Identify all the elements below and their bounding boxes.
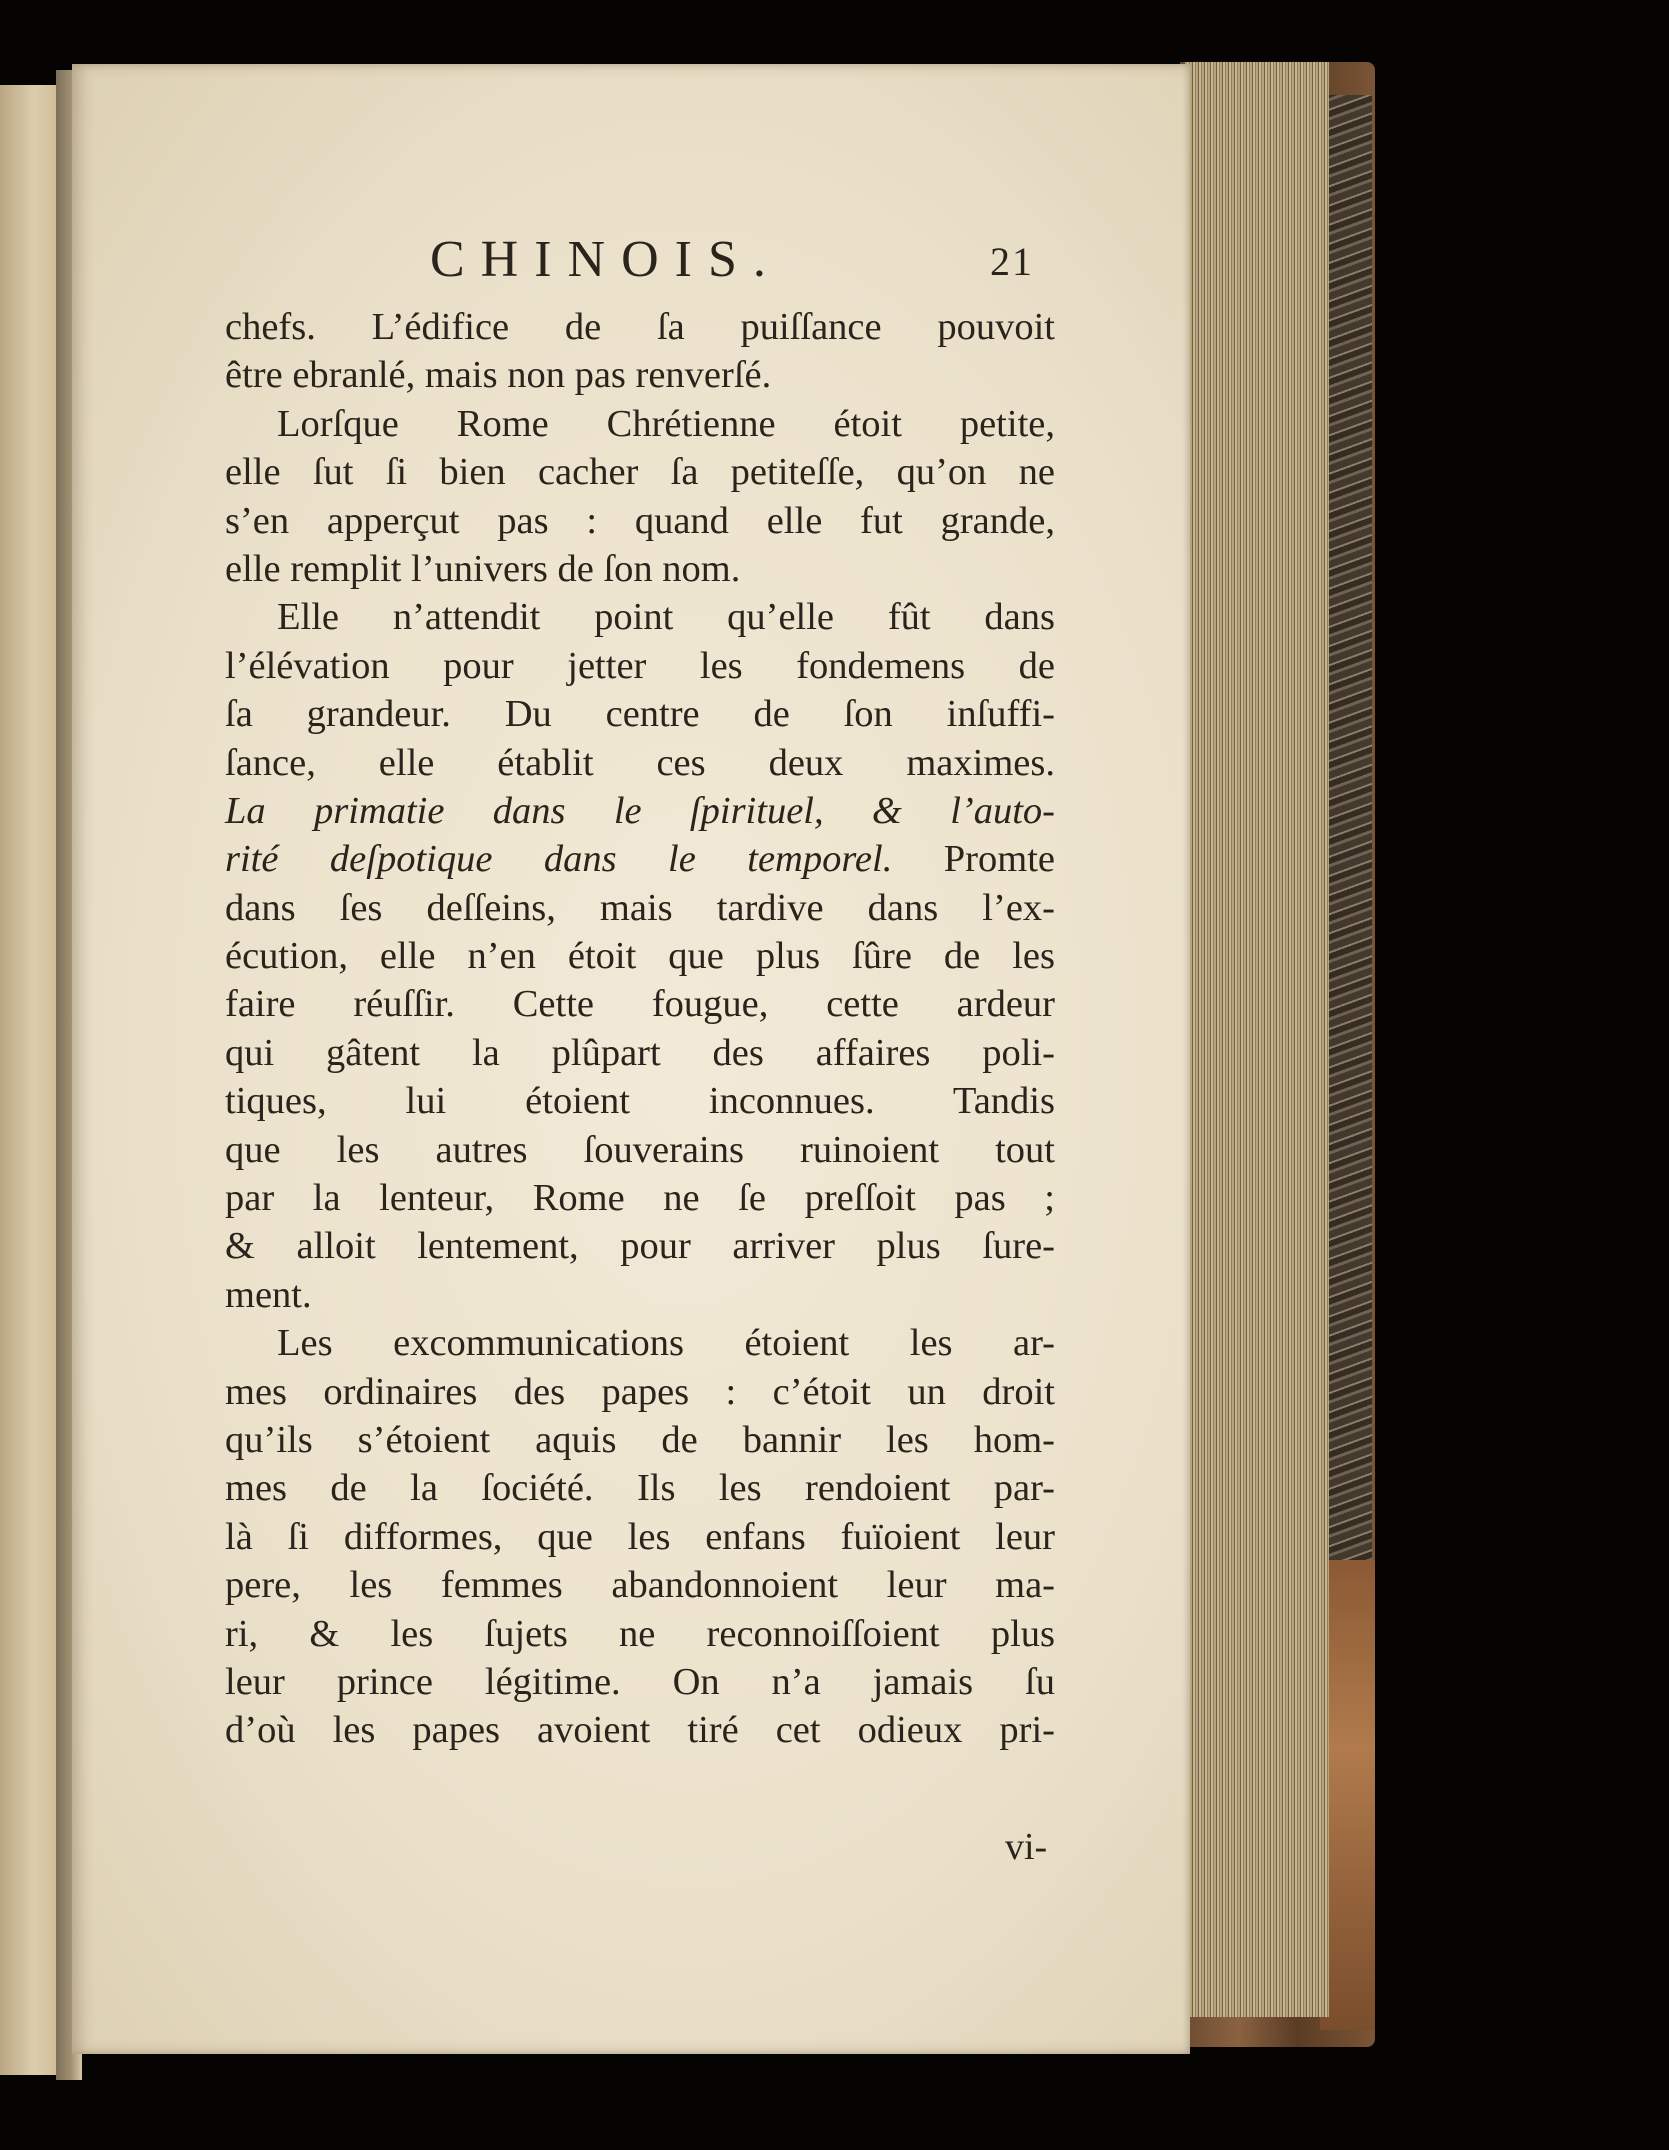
line-text: là ſi difformes, que les enfans fuïoient leur: [225, 1515, 1055, 1558]
line-text: pere, les femmes abandonnoient leur ma-: [225, 1564, 1055, 1607]
page-number: 21: [990, 239, 1034, 284]
line-text: qu’ils s’étoient aquis de bannir les hom-: [225, 1418, 1055, 1461]
line-text: d’où les papes avoient tiré cet odieux pri-: [225, 1709, 1055, 1752]
line-text: ſance, elle établit ces deux maximes.: [225, 741, 1055, 784]
text-line: [225, 1029, 1055, 1077]
text-line: [225, 739, 1055, 787]
line-text: dans ſes deſſeins, mais tardive dans l’ex-: [225, 886, 1055, 929]
line-text: elle ſut ſi bien cacher ſa petiteſſe, qu’on ne: [225, 451, 1055, 494]
catchword: vi-: [1005, 1826, 1048, 1868]
text-line: [225, 1077, 1055, 1125]
text-line: [225, 1706, 1055, 1754]
text-line: [225, 980, 1055, 1028]
text-line: [225, 1222, 1055, 1270]
page-fore-edge: [1185, 62, 1329, 2017]
italic-text: La primatie dans le ſpirituel, & l’auto-: [225, 789, 1055, 832]
line-text: faire réuſſir. Cette fougue, cette ardeur: [225, 983, 1055, 1026]
line-text: Elle n’attendit point qu’elle fût dans: [277, 596, 1055, 639]
italic-text: rité deſpotique dans le temporel.: [225, 838, 893, 881]
line-text: ment.: [225, 1273, 312, 1316]
text-line: [225, 1174, 1055, 1222]
line-text: mes de la ſociété. Ils les rendoient par-: [225, 1467, 1055, 1510]
text-line: [225, 1658, 1055, 1706]
text-line: [225, 1126, 1055, 1174]
text-line: [225, 1416, 1055, 1464]
text-line: [225, 351, 1055, 399]
line-text: s’en apperçut pas : quand elle fut grande,: [225, 499, 1055, 542]
text-line: [225, 884, 1055, 932]
text-line: [225, 400, 1055, 448]
text-line: [225, 497, 1055, 545]
text-line: [225, 787, 1055, 835]
line-text: l’élévation pour jetter les fondemens de: [225, 644, 1055, 687]
line-text: ri, & les ſujets ne reconnoiſſoient plus: [225, 1612, 1055, 1655]
text-line: [225, 690, 1055, 738]
text-line: [225, 1271, 1055, 1319]
text-line: [225, 1368, 1055, 1416]
line-text: Les excommunications étoient les ar-: [277, 1322, 1055, 1365]
text-line: [225, 1513, 1055, 1561]
line-text: Promte: [892, 838, 1055, 881]
line-text: ſa grandeur. Du centre de ſon inſuffi-: [225, 693, 1055, 736]
text-line: [225, 835, 1055, 883]
line-text: être ebranlé, mais non pas renverſé.: [225, 354, 772, 397]
line-text: par la lenteur, Rome ne ſe preſſoit pas ;: [225, 1177, 1055, 1220]
body-text: [225, 303, 1055, 1755]
line-text: chefs. L’édifice de ſa puiſſance pouvoit: [225, 306, 1055, 348]
line-text: qui gâtent la plûpart des affaires poli-: [225, 1031, 1055, 1074]
text-line: [225, 1464, 1055, 1512]
text-line: [225, 1319, 1055, 1367]
text-line: [225, 1610, 1055, 1658]
facing-page-edge: [0, 85, 62, 2075]
text-line: [225, 932, 1055, 980]
line-text: & alloit lentement, pour arriver plus ſure-: [225, 1225, 1055, 1268]
running-head: CHINOIS.: [430, 231, 782, 288]
text-line: [225, 448, 1055, 496]
line-text: elle remplit l’univers de ſon nom.: [225, 547, 741, 590]
line-text: leur prince légitime. On n’a jamais ſu: [225, 1660, 1055, 1703]
text-line: [225, 303, 1055, 351]
text-line: [225, 642, 1055, 690]
text-line: [225, 545, 1055, 593]
line-text: Lorſque Rome Chrétienne étoit petite,: [277, 402, 1055, 445]
line-text: tiques, lui étoient inconnues. Tandis: [225, 1080, 1055, 1123]
line-text: mes ordinaires des papes : c’étoit un droit: [225, 1370, 1055, 1413]
text-line: [225, 593, 1055, 641]
line-text: écution, elle n’en étoit que plus ſûre de les: [225, 935, 1055, 978]
line-text: que les autres ſouverains ruinoient tout: [225, 1128, 1055, 1171]
text-line: [225, 1561, 1055, 1609]
